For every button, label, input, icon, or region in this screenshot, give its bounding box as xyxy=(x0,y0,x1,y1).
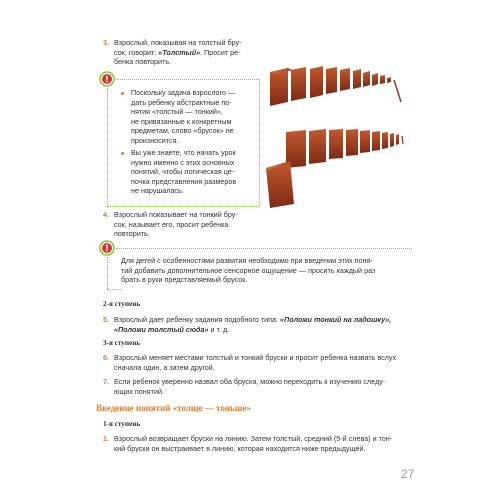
page-number: 27 xyxy=(401,467,415,481)
note-1-bullet-2-marker xyxy=(121,152,124,155)
bottom-row-bars xyxy=(286,129,403,168)
exclamation-badge-icon xyxy=(99,71,115,87)
note-1-bullet-1-line-4: не привязанные к конкретным xyxy=(131,116,232,126)
item-5-line-2 xyxy=(114,325,229,334)
item-5-task-2: «Положи толстый сюда» xyxy=(114,324,209,334)
top-row-bars xyxy=(270,66,401,106)
note-1-bullet-1-line-5: предметам, слово «брусок» не xyxy=(131,126,234,135)
note-1-bullet-1-line-3: нятия «толстый — тонкий», xyxy=(131,107,223,116)
item-3-line-2-post: . Просит ре- xyxy=(200,47,241,57)
item-7-line-1: Если ребенок уверенно назвал оба бруска, можно переходить к изучению следу- xyxy=(114,377,386,386)
item-6-line-2: сначала один, а затем другой. xyxy=(114,362,215,372)
note-1-bottom-dotted-line xyxy=(107,206,259,207)
stage-2-heading: 2-я ступень xyxy=(103,300,141,308)
standing-bar xyxy=(266,161,294,208)
note-2-line-2: тий добавить дополнительное сенсорное ощущение — просить каждый раз xyxy=(121,265,376,275)
item-1-line-1: Взрослый возвращает бруски на линию. Затем толстый, средний (5-й слева) и тон- xyxy=(114,434,393,443)
note-1-bullet-2-line-3: понятий, чтобы логическая це- xyxy=(131,167,235,176)
item-7-line-2: ющих понятий. xyxy=(114,386,164,396)
note-1-bullet-2-line-2: нужно именно с этих основных xyxy=(131,157,235,167)
note-1-right-dotted-line xyxy=(259,79,260,206)
item-4-line-2: сок, называет его, просит ребенка xyxy=(114,219,229,229)
note-2-top-dotted-line xyxy=(116,248,412,249)
section-heading: Введение понятий «толще — тоньше» xyxy=(96,403,251,413)
item-5-number: 5. xyxy=(103,315,109,324)
item-5-line-2-post: и т. д. xyxy=(208,324,230,334)
note-1-bullet-1-marker xyxy=(121,92,124,95)
item-6-number: 6. xyxy=(103,353,109,362)
item-3-word-thick: «Толстый» xyxy=(158,47,201,57)
note-1-bullet-1-line-6: произносится. xyxy=(131,135,179,145)
item-5-line-1 xyxy=(114,315,391,324)
item-6-line-1: Взрослый меняет местами толстый и тонкий бруски и просит ребенка назвать вслух xyxy=(114,353,397,362)
item-4-line-3: повторить. xyxy=(114,229,150,238)
stage-3-heading: 3-я ступень xyxy=(103,339,141,347)
item-1-number: 1. xyxy=(103,434,109,443)
item-3-line-3: бенка повторить. xyxy=(114,57,172,66)
note-1-bullet-2-line-1: Вы уже знаете, что начать урок xyxy=(131,148,236,157)
item-4-number: 4. xyxy=(103,210,109,219)
note-1-bullet-1-line-1: Поскольку задача взрослого — xyxy=(131,88,236,97)
note-2-line-3: брать в руки представляемый брусок. xyxy=(121,275,248,284)
note-1-top-dotted-line xyxy=(116,79,259,80)
stage-1-heading: 1-я ступень xyxy=(103,420,141,428)
note-1-bullet-2-line-5: не нарушалась. xyxy=(131,186,184,195)
note-1-bullet-2-line-4: почка представления размеров xyxy=(131,176,237,186)
exclamation-badge-icon xyxy=(99,240,115,256)
note-1-bullet-1-line-2: дать ребенку абстрактные по- xyxy=(131,97,232,107)
item-5-line-1-pre: Взрослый дает ребенку задания подобного типа: xyxy=(114,315,281,324)
item-5-task-1: «Положи тонкий на ладошку», xyxy=(280,315,392,324)
wooden-bars-photo xyxy=(262,58,412,208)
item-3-number: 3. xyxy=(103,38,109,47)
note-1-left-dotted-line xyxy=(107,88,108,206)
item-4-line-1: Взрослый показывает на тонкий бру- xyxy=(114,210,238,219)
item-7-number: 7. xyxy=(103,377,109,386)
item-3-line-2-pre: сок, говорит: xyxy=(114,47,159,57)
item-1-line-2: кий бруски он выстраивает в линию, которая находится ниже предыдущей. xyxy=(114,443,366,453)
item-3-line-1: Взрослый, показывая на толстый бру- xyxy=(114,38,242,47)
note-2-left-dotted-line xyxy=(107,257,108,289)
note-2-line-1: Для детей с особенностями развития необходимо при введении этих поня- xyxy=(121,256,373,265)
note-2-bottom-dotted-line xyxy=(107,289,121,290)
item-3-line-2 xyxy=(114,48,241,57)
